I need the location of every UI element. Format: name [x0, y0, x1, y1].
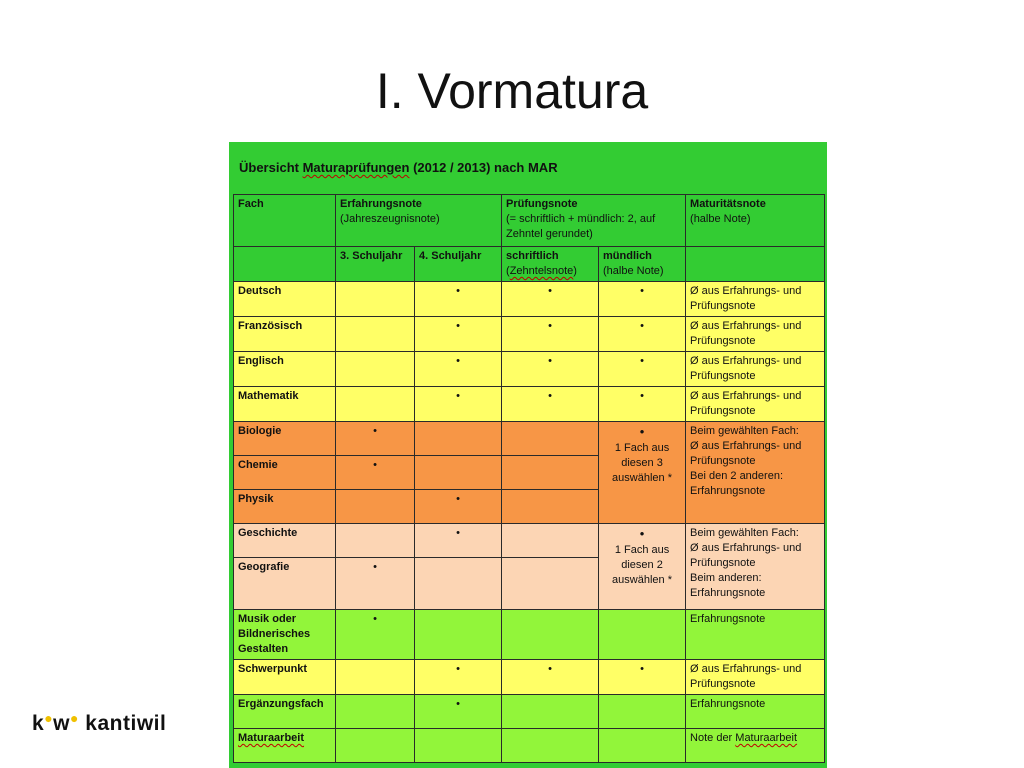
header-pruefungsnote: Prüfungsnote (= schriftlich + mündlich: 2, auf Zehntel gerundet) — [502, 195, 686, 247]
group-orange-note: Beim gewählten Fach: Ø aus Erfahrungs- und Prüfungsnote Bei den 2 anderen: Erfahrungsnote — [686, 422, 825, 524]
matura-overview-table — [229, 142, 827, 768]
table-row: Englisch • • • Ø aus Erfahrungs- und Prüfungsnote — [234, 352, 825, 387]
table-row: Deutsch • • • Ø aus Erfahrungs- und Prüfungsnote — [234, 282, 825, 317]
choice-2-cell: • 1 Fach aus diesen 2 auswählen * — [599, 524, 686, 610]
grades-grid — [233, 194, 825, 763]
header-maturitaetsnote: Maturitätsnote (halbe Note) — [686, 195, 825, 247]
choice-3-cell: • 1 Fach aus diesen 3 auswählen * — [599, 422, 686, 524]
table-row: Physik • — [234, 490, 825, 524]
header-jahr4: 4. Schuljahr — [415, 247, 502, 282]
slide-title: I. Vormatura — [375, 63, 649, 119]
header-fach: Fach — [234, 195, 336, 247]
table-row: Französisch • • • Ø aus Erfahrungs- und Prüfungsnote — [234, 317, 825, 352]
table-row: Mathematik • • • Ø aus Erfahrungs- und Prüfungsnote — [234, 387, 825, 422]
table-row: Maturaarbeit Note der Maturaarbeit — [234, 729, 825, 763]
table-row: Biologie • • 1 Fach aus diesen 3 auswählen * Beim gewählten Fach: Ø aus Erfahrungs- und Prüfungsnote Bei den 2 anderen: Erfahrungsnote — [234, 422, 825, 456]
table-row: Ergänzungsfach • Erfahrungsnote — [234, 695, 825, 729]
kantiwil-logo: k●w● kantiwil — [32, 710, 167, 735]
header-row-2 — [234, 247, 825, 282]
table-row: Geografie • — [234, 558, 825, 610]
header-row-1 — [234, 195, 825, 247]
group-peach-note: Beim gewählten Fach: Ø aus Erfahrungs- und Prüfungsnote Beim anderen: Erfahrungsnote — [686, 524, 825, 610]
header-schriftlich: schriftlich (Zehntelsnote) — [502, 247, 599, 282]
table-row: Musik oder Bildnerisches Gestalten • Erfahrungsnote — [234, 610, 825, 660]
header-erfahrungsnote: Erfahrungsnote (Jahreszeugnisnote) — [336, 195, 502, 247]
table-row: Schwerpunkt • • • Ø aus Erfahrungs- und Prüfungsnote — [234, 660, 825, 695]
header-jahr3: 3. Schuljahr — [336, 247, 415, 282]
header-muendlich: mündlich (halbe Note) — [599, 247, 686, 282]
table-heading: Übersicht Maturaprüfungen (2012 / 2013) nach MAR — [239, 160, 558, 175]
table-row: Chemie • — [234, 456, 825, 490]
table-row: Geschichte • • 1 Fach aus diesen 2 auswählen * Beim gewählten Fach: Ø aus Erfahrungs- und Prüfungsnote Beim anderen: Erfahrungsnote — [234, 524, 825, 558]
